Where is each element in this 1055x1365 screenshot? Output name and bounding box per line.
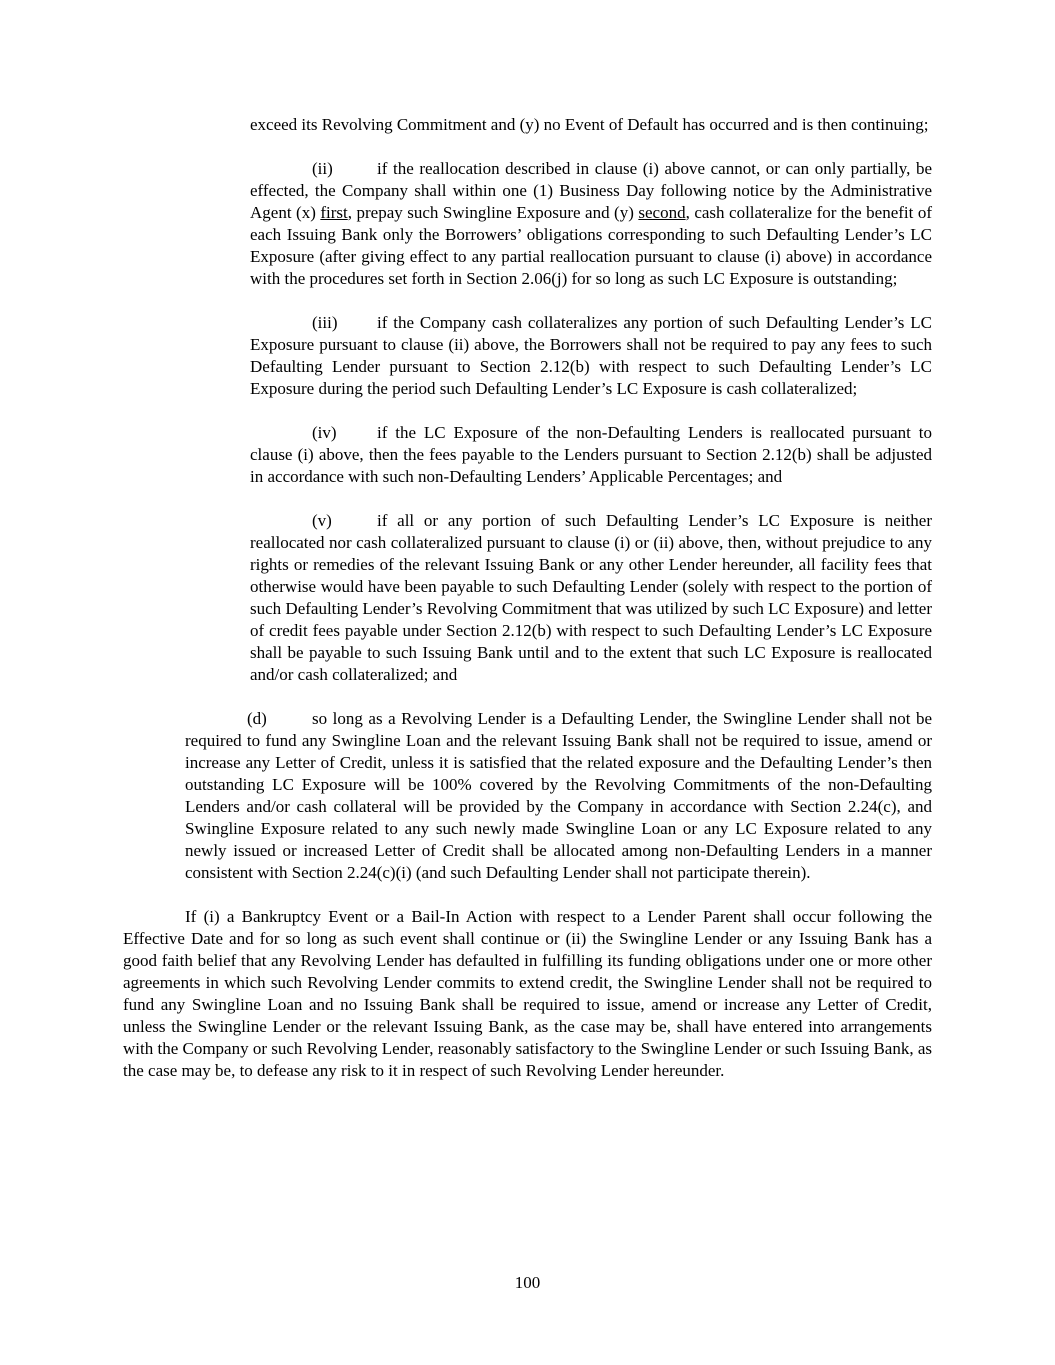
clause-d-text: so long as a Revolving Lender is a Defaulting Lender, the Swingline Lender shall not be required to fund any Swingline Loan and the relevant Issuing Bank shall not be required to issue, amend or increase any Letter of Credit, unless it is satisfied that the related exposure and the Defaulting Lender’s then outstanding LC Exposure will be 100% covered by the Revolving Commitments of the non-Defaulting Lenders and/or cash collateral will be provided by the Company in accordance with Section 2.24(c), and Swingline Exposure related to any such newly made Swingline Loan or any LC Exposure related to any newly issued or increased Letter of Credit shall be allocated among non-Defaulting Lenders in a manner consistent with Section 2.24(c)(i) (and such Defaulting Lender shall not participate therein). — [185, 709, 932, 882]
clause-iii — [250, 312, 932, 400]
clause-v-label: (v) — [312, 511, 332, 530]
clause-v — [250, 510, 932, 686]
clause-ii-underlined-first: first — [320, 203, 348, 222]
clause-iii-label: (iii) — [312, 313, 338, 332]
clause-iv-label: (iv) — [312, 423, 337, 442]
clause-ii-underlined-second: second — [638, 203, 686, 222]
clause-ii-text-2: , prepay such Swingline Exposure and (y) — [347, 203, 639, 222]
clause-ii-label: (ii) — [312, 159, 333, 178]
clause-d-label: (d) — [247, 709, 267, 728]
clause-ii-text-1: if the reallocation described in clause (i) above cannot, or can only partially, be effected, the Company shall within one (1) Business Day following notice by the Administrative Agent (x) — [250, 159, 932, 222]
clause-ii — [250, 158, 932, 290]
paragraph-continuation: exceed its Revolving Commitment and (y) no Event of Default has occurred and is then continuing; — [250, 115, 929, 134]
clause-ii-text-3: , cash collateralize for the benefit of each Issuing Bank only the Borrowers’ obligations corresponding to such Defaulting Lender’s LC Exposure (after giving effect to any partial reallocation pursuant to clause (i) above) in accordance with the procedures set forth in Section 2.06(j) for so long as such LC Exposure is outstanding; — [250, 203, 932, 288]
page-number: 100 — [514, 1273, 541, 1292]
clause-iii-text: if the Company cash collateralizes any portion of such Defaulting Lender’s LC Exposure pursuant to clause (ii) above, the Borrowers shall not be required to pay any fees to such Defaulting Lender pursuant to Section 2.12(b) with respect to such Defaulting Lender’s LC Exposure during the period such Defaulting Lender’s LC Exposure is cash collateralized; — [250, 313, 932, 398]
clause-v-text: if all or any portion of such Defaulting Lender’s LC Exposure is neither reallocated nor cash collateralized pursuant to clause (i) or (ii) above, then, without prejudice to any rights or remedies of the relevant Issuing Bank or any other Lender hereunder, all facility fees that otherwise would have been payable to such Defaulting Lender (solely with respect to the portion of such Defaulting Lender’s Revolving Commitment that was utilized by such LC Exposure) and letter of credit fees payable under Section 2.12(b) with respect to such Defaulting Lender’s LC Exposure shall be payable to such Issuing Bank until and to the extent that such LC Exposure is reallocated and/or cash collateralized; and — [250, 511, 932, 684]
clause-iv-text: if the LC Exposure of the non-Defaulting Lenders is reallocated pursuant to clause (i) above, then the fees payable to the Lenders pursuant to Section 2.12(b) shall be adjusted in accordance with such non-Defaulting Lenders’ Applicable Percentages; and — [250, 423, 932, 486]
clause-iv — [250, 422, 932, 488]
closing-paragraph: If (i) a Bankruptcy Event or a Bail-In Action with respect to a Lender Parent shall occur following the Effective Date and for so long as such event shall continue or (ii) the Swingline Lender or any Issuing Bank has a good faith belief that any Revolving Lender has defaulted in fulfilling its funding obligations under one or more other agreements in which such Revolving Lender commits to extend credit, the Swingline Lender shall not be required to fund any Swingline Loan and no Issuing Bank shall be required to issue, amend or increase any Letter of Credit, unless the Swingline Lender or the relevant Issuing Bank, as the case may be, shall have entered into arrangements with the Company or such Revolving Lender, reasonably satisfactory to the Swingline Lender or such Issuing Bank, as the case may be, to defease any risk to it in respect of such Revolving Lender hereunder. — [123, 907, 933, 1080]
clause-d — [185, 708, 932, 884]
